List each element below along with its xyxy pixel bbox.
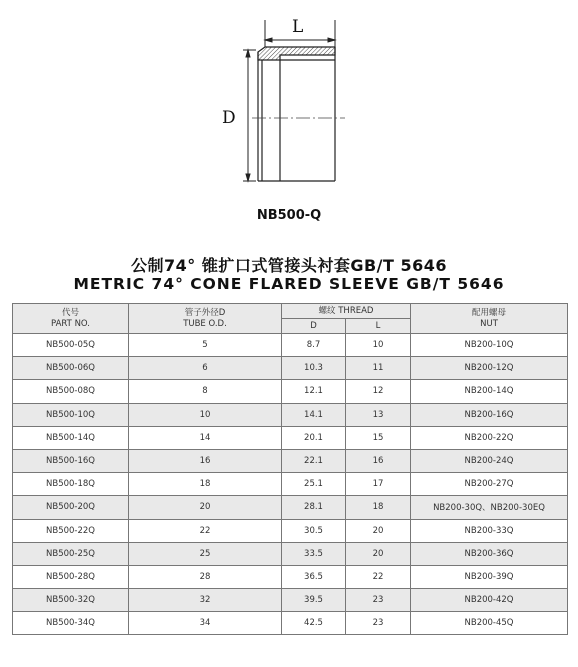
thread-d-cell: 36.5	[282, 565, 346, 588]
table-row	[13, 519, 568, 542]
nut-cell: NB200-27Q	[411, 473, 568, 496]
thread-d-cell: 14.1	[282, 403, 346, 426]
thread-l-cell: 17	[346, 473, 411, 496]
header-tube-od-text: 管子外径D TUBE O.D.	[183, 307, 227, 329]
tube-od-cell: 8	[129, 380, 282, 403]
header-thread: 螺纹 THREAD	[282, 304, 411, 319]
thread-d-cell: 33.5	[282, 542, 346, 565]
tube-od-cell: 32	[129, 589, 282, 612]
table-row	[13, 542, 568, 565]
table-row	[13, 357, 568, 380]
nut-cell: NB200-10Q	[411, 334, 568, 357]
title-chinese: 公制74° 锥扩口式管接头衬套GB/T 5646	[130, 256, 448, 275]
nut-cell: NB200-22Q	[411, 426, 568, 449]
table-row	[13, 426, 568, 449]
sleeve-technical-drawing	[0, 0, 578, 205]
part-number-cell: NB500-16Q	[13, 449, 129, 472]
header-nut	[411, 304, 568, 334]
nut-cell: NB200-33Q	[411, 519, 568, 542]
title-english: METRIC 74° CONE FLARED SLEEVE GB/T 5646	[73, 275, 505, 293]
part-number-cell: NB500-32Q	[13, 589, 129, 612]
thread-d-cell: 10.3	[282, 357, 346, 380]
thread-d-cell: 25.1	[282, 473, 346, 496]
table-row	[13, 565, 568, 588]
thread-d-cell: 8.7	[282, 334, 346, 357]
part-number-cell: NB500-06Q	[13, 357, 129, 380]
nut-cell: NB200-45Q	[411, 612, 568, 635]
tube-od-cell: 22	[129, 519, 282, 542]
diameter-label: D	[222, 108, 236, 128]
header-part-no-cn: 代号	[61, 307, 79, 318]
thread-l-cell: 23	[346, 612, 411, 635]
tube-od-cell: 34	[129, 612, 282, 635]
thread-d-cell: 30.5	[282, 519, 346, 542]
header-tube-od	[129, 304, 282, 334]
table-row	[13, 403, 568, 426]
thread-d-cell: 22.1	[282, 449, 346, 472]
part-number-cell: NB500-18Q	[13, 473, 129, 496]
thread-l-cell: 10	[346, 334, 411, 357]
tube-od-cell: 16	[129, 449, 282, 472]
specification-rows	[13, 334, 568, 635]
thread-l-cell: 22	[346, 565, 411, 588]
table-row	[13, 612, 568, 635]
tube-od-cell: 10	[129, 403, 282, 426]
header-part-no-en: PART NO.	[51, 318, 90, 329]
length-label: L	[292, 17, 304, 37]
thread-l-cell: 12	[346, 380, 411, 403]
nut-cell: NB200-30Q、NB200-30EQ	[411, 496, 568, 519]
tube-od-cell: 6	[129, 357, 282, 380]
diameter-dimension	[243, 50, 256, 181]
tube-od-cell: 5	[129, 334, 282, 357]
tube-od-cell: 18	[129, 473, 282, 496]
tube-od-cell: 25	[129, 542, 282, 565]
nut-cell: NB200-14Q	[411, 380, 568, 403]
part-number-cell: NB500-05Q	[13, 334, 129, 357]
part-number-cell: NB500-14Q	[13, 426, 129, 449]
part-number-cell: NB500-22Q	[13, 519, 129, 542]
thread-d-cell: 12.1	[282, 380, 346, 403]
part-label: NB500-Q	[256, 208, 322, 223]
tube-od-cell: 14	[129, 426, 282, 449]
thread-d-cell: 39.5	[282, 589, 346, 612]
specification-table	[12, 303, 568, 635]
table-row	[13, 496, 568, 519]
header-thread-l: L	[346, 319, 411, 334]
thread-l-cell: 20	[346, 519, 411, 542]
part-number-cell: NB500-08Q	[13, 380, 129, 403]
table-row	[13, 449, 568, 472]
sleeve-body	[258, 47, 335, 181]
nut-cell: NB200-16Q	[411, 403, 568, 426]
header-thread-d: D	[282, 319, 346, 334]
thread-l-cell: 13	[346, 403, 411, 426]
thread-l-cell: 11	[346, 357, 411, 380]
thread-d-cell: 20.1	[282, 426, 346, 449]
thread-d-cell: 28.1	[282, 496, 346, 519]
nut-cell: NB200-39Q	[411, 565, 568, 588]
nut-cell: NB200-42Q	[411, 589, 568, 612]
table-row	[13, 334, 568, 357]
part-number-cell: NB500-10Q	[13, 403, 129, 426]
part-number-cell: NB500-20Q	[13, 496, 129, 519]
thread-l-cell: 20	[346, 542, 411, 565]
thread-l-cell: 16	[346, 449, 411, 472]
header-nut-cn: 配用螺母	[471, 307, 506, 318]
part-number-cell: NB500-34Q	[13, 612, 129, 635]
thread-l-cell: 18	[346, 496, 411, 519]
thread-d-cell: 42.5	[282, 612, 346, 635]
nut-cell: NB200-36Q	[411, 542, 568, 565]
thread-l-cell: 15	[346, 426, 411, 449]
tube-od-cell: 20	[129, 496, 282, 519]
table-row	[13, 589, 568, 612]
nut-cell: NB200-12Q	[411, 357, 568, 380]
nut-cell: NB200-24Q	[411, 449, 568, 472]
thread-l-cell: 23	[346, 589, 411, 612]
part-number-cell: NB500-28Q	[13, 565, 129, 588]
table-row	[13, 473, 568, 496]
tube-od-cell: 28	[129, 565, 282, 588]
part-number-cell: NB500-25Q	[13, 542, 129, 565]
header-nut-en: NUT	[480, 318, 498, 329]
table-row	[13, 380, 568, 403]
header-part-no	[13, 304, 129, 334]
